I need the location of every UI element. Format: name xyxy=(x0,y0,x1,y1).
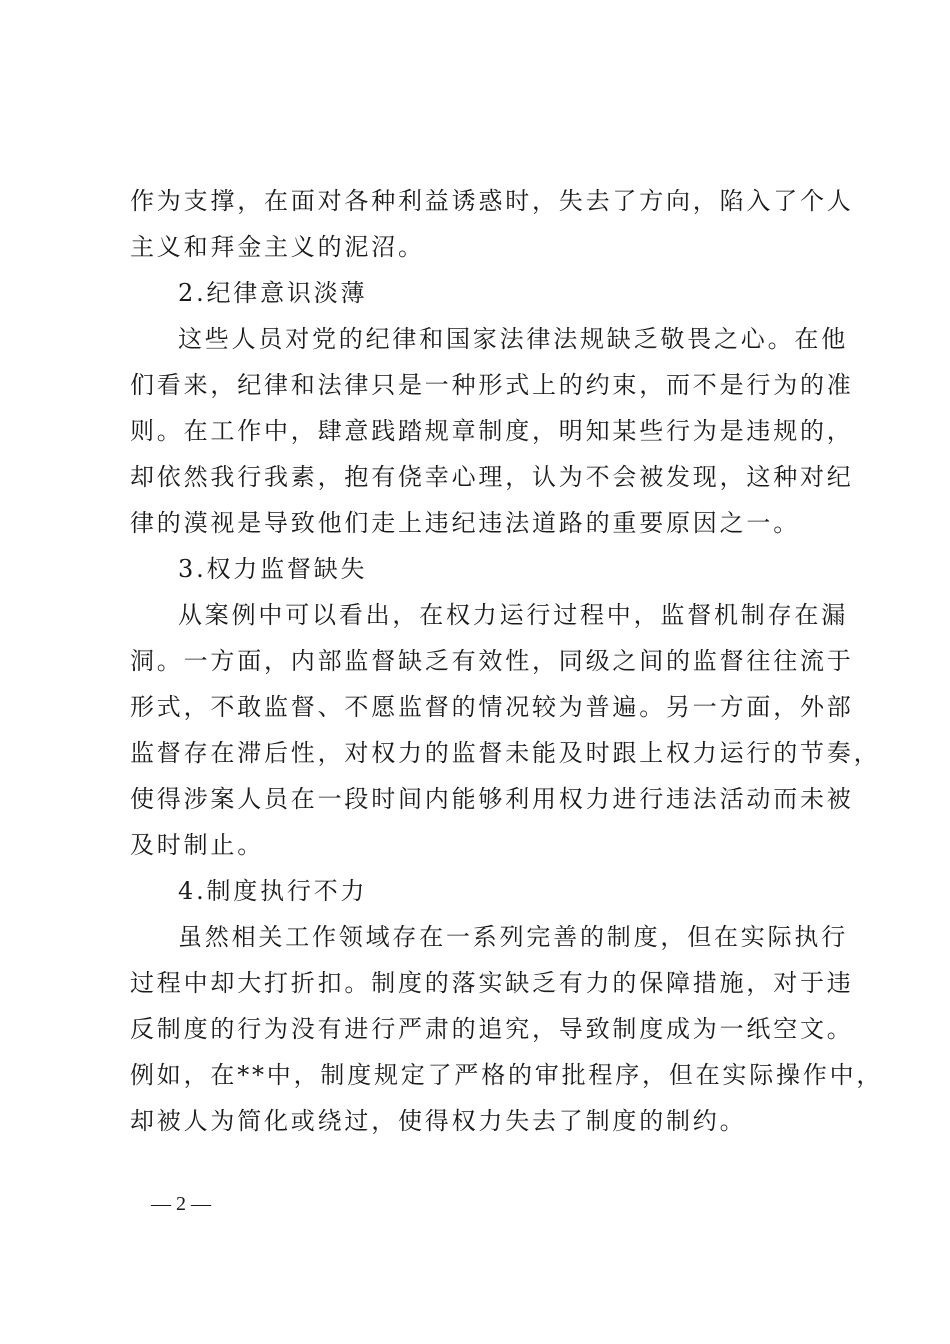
paragraph-first-line: 2.纪律意识淡薄 xyxy=(178,279,368,307)
paragraph-first-line: 从案例中可以看出，在权力运行过程中，监督机制存在漏 xyxy=(178,601,848,629)
document-body xyxy=(130,178,884,1144)
text-line: 主义和拜金主义的泥沼。 xyxy=(130,233,425,261)
paragraph-first-line: 虽然相关工作领域存在一系列完善的制度，但在实际执行 xyxy=(178,923,848,951)
text-line: 例如，在**中，制度规定了严格的审批程序，但在实际操作中， xyxy=(130,1061,884,1089)
text-line: 使得涉案人员在一段时间内能够利用权力进行违法活动而未被 xyxy=(130,785,854,813)
text-line: 反制度的行为没有进行严肃的追究，导致制度成为一纸空文。 xyxy=(130,1015,854,1043)
text-line: 律的漠视是导致他们走上违纪违法道路的重要原因之一。 xyxy=(130,509,800,537)
paragraph-first-line: 这些人员对党的纪律和国家法律法规缺乏敬畏之心。在他 xyxy=(178,325,848,353)
text-line: 们看来，纪律和法律只是一种形式上的约束，而不是行为的准 xyxy=(130,371,854,399)
text-line: 却被人为简化或绕过，使得权力失去了制度的制约。 xyxy=(130,1107,747,1135)
paragraph-first-line: 3.权力监督缺失 xyxy=(178,555,368,583)
text-line: 监督存在滞后性，对权力的监督未能及时跟上权力运行的节奏， xyxy=(130,739,881,767)
text-line: 却依然我行我素，抱有侥幸心理，认为不会被发现，这种对纪 xyxy=(130,463,854,491)
text-line: 过程中却大打折扣。制度的落实缺乏有力的保障措施，对于违 xyxy=(130,969,854,997)
text-line: 及时制止。 xyxy=(130,831,264,859)
paragraph-first-line: 4.制度执行不力 xyxy=(178,877,368,905)
text-line: 则。在工作中，肆意践踏规章制度，明知某些行为是违规的， xyxy=(130,417,854,445)
text-line: 形式，不敢监督、不愿监督的情况较为普遍。另一方面，外部 xyxy=(130,693,854,721)
page-number: — 2 — xyxy=(151,1193,211,1215)
text-line: 作为支撑，在面对各种利益诱惑时，失去了方向，陷入了个人 xyxy=(130,187,854,215)
text-line: 洞。一方面，内部监督缺乏有效性，同级之间的监督往往流于 xyxy=(130,647,854,675)
